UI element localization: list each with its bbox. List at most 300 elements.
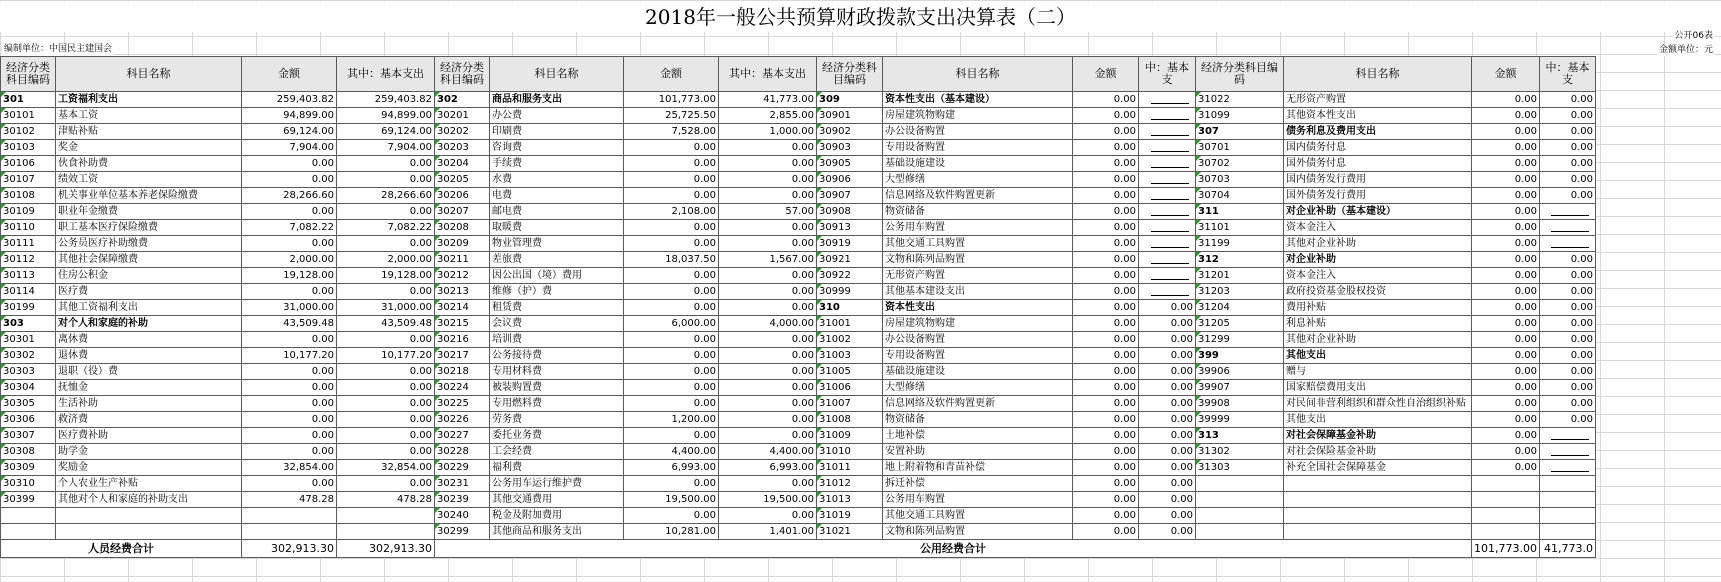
cell-amount[interactable]: 0.00 (1472, 188, 1540, 204)
cell-amount[interactable]: 0.00 (1472, 108, 1540, 124)
cell-amount[interactable]: 0.00 (1472, 284, 1540, 300)
cell-code[interactable]: 30902 (817, 124, 883, 140)
cell-name[interactable]: 公务用车购置 (883, 492, 1073, 508)
cell-name[interactable]: 福利费 (490, 460, 624, 476)
cell-amount[interactable]: 0.00 (1472, 124, 1540, 140)
cell-code[interactable]: 313 (1196, 428, 1284, 444)
cell-name[interactable]: 公务用车运行维护费 (490, 476, 624, 492)
cell-basic[interactable]: 0.00 (1539, 348, 1595, 364)
cell-code[interactable]: 31002 (817, 332, 883, 348)
cell-basic[interactable]: 0.00 (719, 268, 817, 284)
cell-amount[interactable]: 0.00 (242, 364, 337, 380)
cell-code[interactable]: 31099 (1196, 108, 1284, 124)
cell-amount[interactable]: 0.00 (624, 140, 719, 156)
cell-basic[interactable]: 0.00 (1139, 476, 1196, 492)
cell-basic[interactable]: 0.00 (1539, 156, 1595, 172)
cell-amount[interactable]: 0.00 (242, 204, 337, 220)
cell-name[interactable]: 资本金注入 (1284, 268, 1472, 284)
cell-basic[interactable]: 0.00 (719, 412, 817, 428)
cell-name[interactable]: 抚恤金 (56, 380, 242, 396)
public-total-amount[interactable]: 101,773.00 (1472, 540, 1540, 558)
personnel-total-label[interactable]: 人员经费合计 (1, 540, 242, 558)
cell-basic[interactable]: 0.00 (1139, 348, 1196, 364)
cell-basic[interactable]: 0.00 (1139, 460, 1196, 476)
cell-name[interactable]: 会议费 (490, 316, 624, 332)
cell-amount[interactable]: 0.00 (1073, 444, 1139, 460)
cell-amount[interactable]: 0.00 (624, 300, 719, 316)
cell-code[interactable]: 30308 (1, 444, 56, 460)
cell-name[interactable]: 机关事业单位基本养老保险缴费 (56, 188, 242, 204)
cell-amount[interactable]: 0.00 (1073, 140, 1139, 156)
cell-amount[interactable]: 0.00 (1472, 460, 1540, 476)
cell-amount[interactable]: 0.00 (1472, 156, 1540, 172)
cell-code[interactable]: 30213 (435, 284, 490, 300)
cell-amount[interactable]: 0.00 (1073, 156, 1139, 172)
cell-code[interactable]: 30309 (1, 460, 56, 476)
cell-basic[interactable]: 41,773.00 (719, 92, 817, 108)
cell-basic[interactable]: 0.00 (719, 428, 817, 444)
cell-code[interactable]: 30239 (435, 492, 490, 508)
cell-basic[interactable] (1139, 252, 1196, 268)
cell-name[interactable]: 退职（役）费 (56, 364, 242, 380)
cell-code[interactable]: 30205 (435, 172, 490, 188)
cell-name[interactable]: 办公设备购置 (883, 124, 1073, 140)
cell-name[interactable]: 其他商品和服务支出 (490, 524, 624, 540)
cell-name[interactable]: 基础设施建设 (883, 364, 1073, 380)
cell-name[interactable]: 其他支出 (1284, 412, 1472, 428)
cell-name[interactable]: 其他资本性支出 (1284, 108, 1472, 124)
cell-name[interactable]: 伙食补助费 (56, 156, 242, 172)
cell-basic[interactable] (337, 524, 435, 540)
cell-code[interactable]: 30305 (1, 396, 56, 412)
cell-code[interactable]: 30906 (817, 172, 883, 188)
cell-amount[interactable]: 1,200.00 (624, 412, 719, 428)
cell-code[interactable]: 31199 (1196, 236, 1284, 252)
cell-basic[interactable]: 0.00 (1139, 300, 1196, 316)
cell-basic[interactable]: 0.00 (719, 476, 817, 492)
cell-basic[interactable]: 259,403.82 (337, 92, 435, 108)
cell-name[interactable]: 公务接待费 (490, 348, 624, 364)
cell-name[interactable]: 税金及附加费用 (490, 508, 624, 524)
cell-amount[interactable]: 0.00 (1472, 252, 1540, 268)
cell-code[interactable]: 30111 (1, 236, 56, 252)
cell-amount[interactable]: 2,000.00 (242, 252, 337, 268)
cell-basic[interactable]: 0.00 (1139, 316, 1196, 332)
cell-basic[interactable] (1139, 268, 1196, 284)
cell-code[interactable]: 30304 (1, 380, 56, 396)
cell-name[interactable]: 办公费 (490, 108, 624, 124)
cell-name[interactable]: 其他社会保障缴费 (56, 252, 242, 268)
cell-basic[interactable]: 0.00 (1139, 508, 1196, 524)
cell-basic[interactable]: 4,000.00 (719, 316, 817, 332)
cell-amount[interactable]: 0.00 (1472, 348, 1540, 364)
cell-code[interactable]: 31203 (1196, 284, 1284, 300)
cell-code[interactable]: 30201 (435, 108, 490, 124)
cell-amount[interactable]: 69,124.00 (242, 124, 337, 140)
cell-code[interactable]: 30214 (435, 300, 490, 316)
cell-code[interactable]: 30112 (1, 252, 56, 268)
cell-code[interactable]: 31019 (817, 508, 883, 524)
cell-amount[interactable]: 19,128.00 (242, 268, 337, 284)
cell-amount[interactable]: 0.00 (624, 284, 719, 300)
cell-amount[interactable]: 0.00 (1472, 92, 1540, 108)
cell-code[interactable]: 30217 (435, 348, 490, 364)
cell-code[interactable]: 303 (1, 316, 56, 332)
cell-code[interactable]: 30208 (435, 220, 490, 236)
cell-basic[interactable] (1539, 220, 1595, 236)
cell-basic[interactable]: 2,000.00 (337, 252, 435, 268)
cell-amount[interactable]: 28,266.60 (242, 188, 337, 204)
cell-name[interactable]: 办公设备购置 (883, 332, 1073, 348)
cell-amount[interactable]: 0.00 (1472, 332, 1540, 348)
cell-name[interactable]: 信息网络及软件购置更新 (883, 396, 1073, 412)
cell-amount[interactable]: 0.00 (1472, 412, 1540, 428)
cell-name[interactable]: 信息网络及软件购置更新 (883, 188, 1073, 204)
cell-code[interactable]: 30206 (435, 188, 490, 204)
cell-amount[interactable]: 0.00 (1472, 396, 1540, 412)
cell-amount[interactable]: 0.00 (1472, 428, 1540, 444)
cell-amount[interactable]: 0.00 (1073, 476, 1139, 492)
cell-amount[interactable] (1472, 492, 1540, 508)
cell-code[interactable]: 30231 (435, 476, 490, 492)
cell-basic[interactable]: 43,509.48 (337, 316, 435, 332)
cell-code[interactable]: 31299 (1196, 332, 1284, 348)
cell-code[interactable] (1196, 524, 1284, 540)
cell-name[interactable]: 公务用车购置 (883, 220, 1073, 236)
cell-amount[interactable]: 0.00 (1073, 172, 1139, 188)
cell-name[interactable]: 其他对企业补助 (1284, 236, 1472, 252)
cell-name[interactable]: 物业管理费 (490, 236, 624, 252)
cell-basic[interactable] (1139, 236, 1196, 252)
cell-amount[interactable]: 0.00 (1472, 220, 1540, 236)
cell-name[interactable]: 赠与 (1284, 364, 1472, 380)
cell-amount[interactable]: 0.00 (624, 380, 719, 396)
cell-name[interactable]: 国家赔偿费用支出 (1284, 380, 1472, 396)
cell-amount[interactable]: 7,904.00 (242, 140, 337, 156)
cell-code[interactable]: 31009 (817, 428, 883, 444)
cell-name[interactable]: 对个人和家庭的补助 (56, 316, 242, 332)
cell-name[interactable]: 商品和服务支出 (490, 92, 624, 108)
cell-basic[interactable]: 0.00 (719, 140, 817, 156)
cell-basic[interactable] (1539, 204, 1595, 220)
cell-amount[interactable]: 10,281.00 (624, 524, 719, 540)
cell-code[interactable]: 30907 (817, 188, 883, 204)
cell-amount[interactable]: 10,177.20 (242, 348, 337, 364)
cell-name[interactable] (1284, 508, 1472, 524)
cell-amount[interactable]: 0.00 (242, 444, 337, 460)
cell-amount[interactable]: 0.00 (242, 412, 337, 428)
cell-amount[interactable]: 0.00 (1073, 412, 1139, 428)
cell-basic[interactable] (1139, 108, 1196, 124)
cell-code[interactable] (1196, 508, 1284, 524)
cell-amount[interactable]: 0.00 (624, 220, 719, 236)
cell-code[interactable]: 30704 (1196, 188, 1284, 204)
cell-code[interactable] (1, 508, 56, 524)
cell-name[interactable]: 工会经费 (490, 444, 624, 460)
cell-amount[interactable]: 0.00 (1073, 348, 1139, 364)
cell-code[interactable]: 30216 (435, 332, 490, 348)
cell-name[interactable]: 因公出国（境）费用 (490, 268, 624, 284)
cell-amount[interactable]: 0.00 (1073, 364, 1139, 380)
cell-basic[interactable]: 19,128.00 (337, 268, 435, 284)
cell-amount[interactable]: 0.00 (1472, 380, 1540, 396)
cell-basic[interactable]: 0.00 (1139, 412, 1196, 428)
cell-amount[interactable]: 0.00 (624, 236, 719, 252)
cell-code[interactable]: 30211 (435, 252, 490, 268)
cell-code[interactable]: 30106 (1, 156, 56, 172)
cell-code[interactable]: 30399 (1, 492, 56, 508)
cell-name[interactable]: 工资福利支出 (56, 92, 242, 108)
cell-name[interactable]: 补充全国社会保障基金 (1284, 460, 1472, 476)
cell-amount[interactable]: 0.00 (1472, 268, 1540, 284)
cell-amount[interactable]: 0.00 (624, 332, 719, 348)
cell-basic[interactable]: 0.00 (337, 284, 435, 300)
cell-amount[interactable]: 0.00 (1073, 396, 1139, 412)
cell-name[interactable]: 其他支出 (1284, 348, 1472, 364)
cell-amount[interactable]: 32,854.00 (242, 460, 337, 476)
cell-name[interactable]: 奖励金 (56, 460, 242, 476)
cell-code[interactable]: 31201 (1196, 268, 1284, 284)
cell-amount[interactable]: 0.00 (624, 348, 719, 364)
cell-code[interactable]: 30212 (435, 268, 490, 284)
cell-code[interactable]: 30102 (1, 124, 56, 140)
cell-name[interactable] (1284, 524, 1472, 540)
cell-name[interactable]: 职业年金缴费 (56, 204, 242, 220)
cell-code[interactable]: 31303 (1196, 460, 1284, 476)
cell-code[interactable]: 31001 (817, 316, 883, 332)
cell-basic[interactable] (1539, 492, 1595, 508)
cell-name[interactable]: 救济费 (56, 412, 242, 428)
cell-amount[interactable]: 0.00 (1472, 204, 1540, 220)
cell-basic[interactable]: 0.00 (719, 332, 817, 348)
cell-name[interactable]: 基本工资 (56, 108, 242, 124)
cell-code[interactable]: 30908 (817, 204, 883, 220)
cell-code[interactable]: 30203 (435, 140, 490, 156)
cell-code[interactable]: 31205 (1196, 316, 1284, 332)
cell-name[interactable]: 国内债务付息 (1284, 140, 1472, 156)
cell-basic[interactable]: 0.00 (337, 444, 435, 460)
cell-basic[interactable]: 94,899.00 (337, 108, 435, 124)
cell-basic[interactable] (1139, 140, 1196, 156)
cell-code[interactable]: 30107 (1, 172, 56, 188)
cell-name[interactable]: 专用设备购置 (883, 140, 1073, 156)
cell-code[interactable]: 30215 (435, 316, 490, 332)
cell-amount[interactable] (1472, 524, 1540, 540)
cell-basic[interactable]: 0.00 (719, 284, 817, 300)
cell-name[interactable]: 利息补贴 (1284, 316, 1472, 332)
public-total-label[interactable]: 公用经费合计 (435, 540, 1472, 558)
cell-code[interactable]: 30306 (1, 412, 56, 428)
cell-name[interactable]: 专用设备购置 (883, 348, 1073, 364)
cell-basic[interactable]: 0.00 (337, 412, 435, 428)
cell-name[interactable]: 助学金 (56, 444, 242, 460)
cell-basic[interactable]: 0.00 (337, 332, 435, 348)
cell-name[interactable]: 文物和陈列品购置 (883, 524, 1073, 540)
cell-amount[interactable]: 0.00 (242, 236, 337, 252)
cell-basic[interactable]: 0.00 (1539, 268, 1595, 284)
cell-code[interactable]: 31302 (1196, 444, 1284, 460)
cell-code[interactable]: 30109 (1, 204, 56, 220)
cell-amount[interactable]: 25,725.50 (624, 108, 719, 124)
cell-code[interactable]: 30703 (1196, 172, 1284, 188)
cell-amount[interactable]: 0.00 (624, 172, 719, 188)
personnel-total-amount[interactable]: 302,913.30 (242, 540, 337, 558)
cell-code[interactable]: 30905 (817, 156, 883, 172)
cell-basic[interactable]: 1,567.00 (719, 252, 817, 268)
cell-amount[interactable]: 0.00 (1073, 92, 1139, 108)
cell-amount[interactable]: 0.00 (1073, 380, 1139, 396)
cell-name[interactable]: 医疗费补助 (56, 428, 242, 444)
cell-code[interactable]: 312 (1196, 252, 1284, 268)
cell-basic[interactable]: 0.00 (719, 220, 817, 236)
cell-basic[interactable] (1139, 188, 1196, 204)
cell-code[interactable]: 30299 (435, 524, 490, 540)
cell-basic[interactable]: 0.00 (1539, 140, 1595, 156)
cell-amount[interactable]: 0.00 (1472, 236, 1540, 252)
cell-basic[interactable]: 7,082.22 (337, 220, 435, 236)
cell-code[interactable]: 30225 (435, 396, 490, 412)
cell-name[interactable]: 个人农业生产补贴 (56, 476, 242, 492)
cell-amount[interactable]: 0.00 (1073, 108, 1139, 124)
cell-amount[interactable] (242, 524, 337, 540)
cell-name[interactable]: 大型修缮 (883, 380, 1073, 396)
public-total-basic[interactable]: 41,773.0 (1539, 540, 1595, 558)
cell-basic[interactable]: 0.00 (1139, 428, 1196, 444)
cell-code[interactable]: 30218 (435, 364, 490, 380)
cell-amount[interactable]: 0.00 (242, 284, 337, 300)
cell-code[interactable]: 30226 (435, 412, 490, 428)
cell-name[interactable]: 房屋建筑物购建 (883, 108, 1073, 124)
cell-name[interactable]: 被装购置费 (490, 380, 624, 396)
cell-name[interactable]: 医疗费 (56, 284, 242, 300)
cell-amount[interactable] (1472, 508, 1540, 524)
cell-code[interactable]: 30204 (435, 156, 490, 172)
cell-amount[interactable]: 0.00 (1073, 204, 1139, 220)
cell-name[interactable]: 取暖费 (490, 220, 624, 236)
cell-name[interactable]: 租赁费 (490, 300, 624, 316)
cell-basic[interactable]: 4,400.00 (719, 444, 817, 460)
cell-amount[interactable]: 0.00 (242, 380, 337, 396)
cell-code[interactable]: 30310 (1, 476, 56, 492)
cell-amount[interactable]: 0.00 (1073, 524, 1139, 540)
cell-basic[interactable]: 0.00 (1539, 92, 1595, 108)
cell-amount[interactable]: 0.00 (1472, 364, 1540, 380)
cell-basic[interactable]: 0.00 (1139, 492, 1196, 508)
cell-basic[interactable] (1139, 172, 1196, 188)
cell-basic[interactable]: 0.00 (337, 428, 435, 444)
cell-basic[interactable]: 2,855.00 (719, 108, 817, 124)
cell-name[interactable]: 邮电费 (490, 204, 624, 220)
cell-name[interactable]: 对社会保障基金补助 (1284, 428, 1472, 444)
cell-amount[interactable]: 478.28 (242, 492, 337, 508)
cell-basic[interactable]: 0.00 (1139, 332, 1196, 348)
cell-code[interactable]: 30903 (817, 140, 883, 156)
cell-basic[interactable]: 0.00 (1139, 396, 1196, 412)
cell-name[interactable]: 对民间非营利组织和群众性自治组织补贴 (1284, 396, 1472, 412)
cell-name[interactable]: 国内债务发行费用 (1284, 172, 1472, 188)
cell-amount[interactable]: 0.00 (242, 332, 337, 348)
cell-basic[interactable]: 0.00 (719, 156, 817, 172)
cell-name[interactable]: 手续费 (490, 156, 624, 172)
cell-basic[interactable]: 6,993.00 (719, 460, 817, 476)
cell-amount[interactable]: 19,500.00 (624, 492, 719, 508)
cell-code[interactable]: 302 (435, 92, 490, 108)
cell-basic[interactable] (1539, 428, 1595, 444)
cell-code[interactable]: 301 (1, 92, 56, 108)
cell-amount[interactable]: 7,528.00 (624, 124, 719, 140)
cell-basic[interactable] (1539, 524, 1595, 540)
cell-basic[interactable]: 0.00 (1539, 300, 1595, 316)
cell-amount[interactable]: 4,400.00 (624, 444, 719, 460)
cell-amount[interactable]: 0.00 (624, 508, 719, 524)
cell-amount[interactable] (242, 508, 337, 524)
cell-code[interactable]: 30108 (1, 188, 56, 204)
cell-code[interactable]: 31006 (817, 380, 883, 396)
cell-basic[interactable]: 0.00 (719, 380, 817, 396)
cell-name[interactable]: 其他交通工具购置 (883, 508, 1073, 524)
cell-amount[interactable]: 0.00 (1073, 508, 1139, 524)
cell-name[interactable]: 对企业补助（基本建设） (1284, 204, 1472, 220)
cell-basic[interactable]: 0.00 (1539, 252, 1595, 268)
cell-basic[interactable]: 0.00 (337, 476, 435, 492)
cell-code[interactable]: 399 (1196, 348, 1284, 364)
cell-code[interactable]: 30209 (435, 236, 490, 252)
cell-amount[interactable]: 0.00 (1472, 140, 1540, 156)
cell-basic[interactable]: 0.00 (1539, 284, 1595, 300)
cell-code[interactable]: 311 (1196, 204, 1284, 220)
cell-name[interactable]: 费用补贴 (1284, 300, 1472, 316)
cell-basic[interactable]: 0.00 (337, 172, 435, 188)
cell-amount[interactable]: 0.00 (624, 428, 719, 444)
cell-code[interactable]: 30702 (1196, 156, 1284, 172)
cell-basic[interactable]: 31,000.00 (337, 300, 435, 316)
cell-amount[interactable]: 0.00 (242, 156, 337, 172)
cell-basic[interactable]: 0.00 (1539, 188, 1595, 204)
cell-amount[interactable]: 6,000.00 (624, 316, 719, 332)
cell-amount[interactable]: 0.00 (242, 172, 337, 188)
cell-code[interactable]: 39907 (1196, 380, 1284, 396)
cell-name[interactable]: 对社会保险基金补助 (1284, 444, 1472, 460)
cell-code[interactable]: 30227 (435, 428, 490, 444)
cell-name[interactable]: 差旅费 (490, 252, 624, 268)
cell-name[interactable]: 政府投资基金股权投资 (1284, 284, 1472, 300)
cell-basic[interactable] (1139, 156, 1196, 172)
cell-name[interactable]: 印刷费 (490, 124, 624, 140)
cell-basic[interactable] (1139, 284, 1196, 300)
cell-name[interactable]: 劳务费 (490, 412, 624, 428)
cell-amount[interactable]: 18,037.50 (624, 252, 719, 268)
cell-name[interactable]: 离休费 (56, 332, 242, 348)
cell-amount[interactable]: 0.00 (1073, 252, 1139, 268)
cell-name[interactable]: 其他对企业补助 (1284, 332, 1472, 348)
cell-basic[interactable]: 0.00 (719, 300, 817, 316)
cell-basic[interactable] (1139, 124, 1196, 140)
cell-basic[interactable]: 0.00 (719, 236, 817, 252)
cell-code[interactable]: 30302 (1, 348, 56, 364)
cell-code[interactable]: 30240 (435, 508, 490, 524)
cell-basic[interactable]: 0.00 (719, 508, 817, 524)
cell-amount[interactable]: 0.00 (624, 396, 719, 412)
cell-basic[interactable]: 0.00 (337, 236, 435, 252)
cell-code[interactable]: 30701 (1196, 140, 1284, 156)
cell-basic[interactable]: 28,266.60 (337, 188, 435, 204)
cell-basic[interactable]: 1,000.00 (719, 124, 817, 140)
cell-code[interactable]: 309 (817, 92, 883, 108)
cell-basic[interactable] (1139, 92, 1196, 108)
cell-amount[interactable]: 0.00 (242, 396, 337, 412)
cell-basic[interactable]: 32,854.00 (337, 460, 435, 476)
cell-name[interactable]: 国外债务付息 (1284, 156, 1472, 172)
